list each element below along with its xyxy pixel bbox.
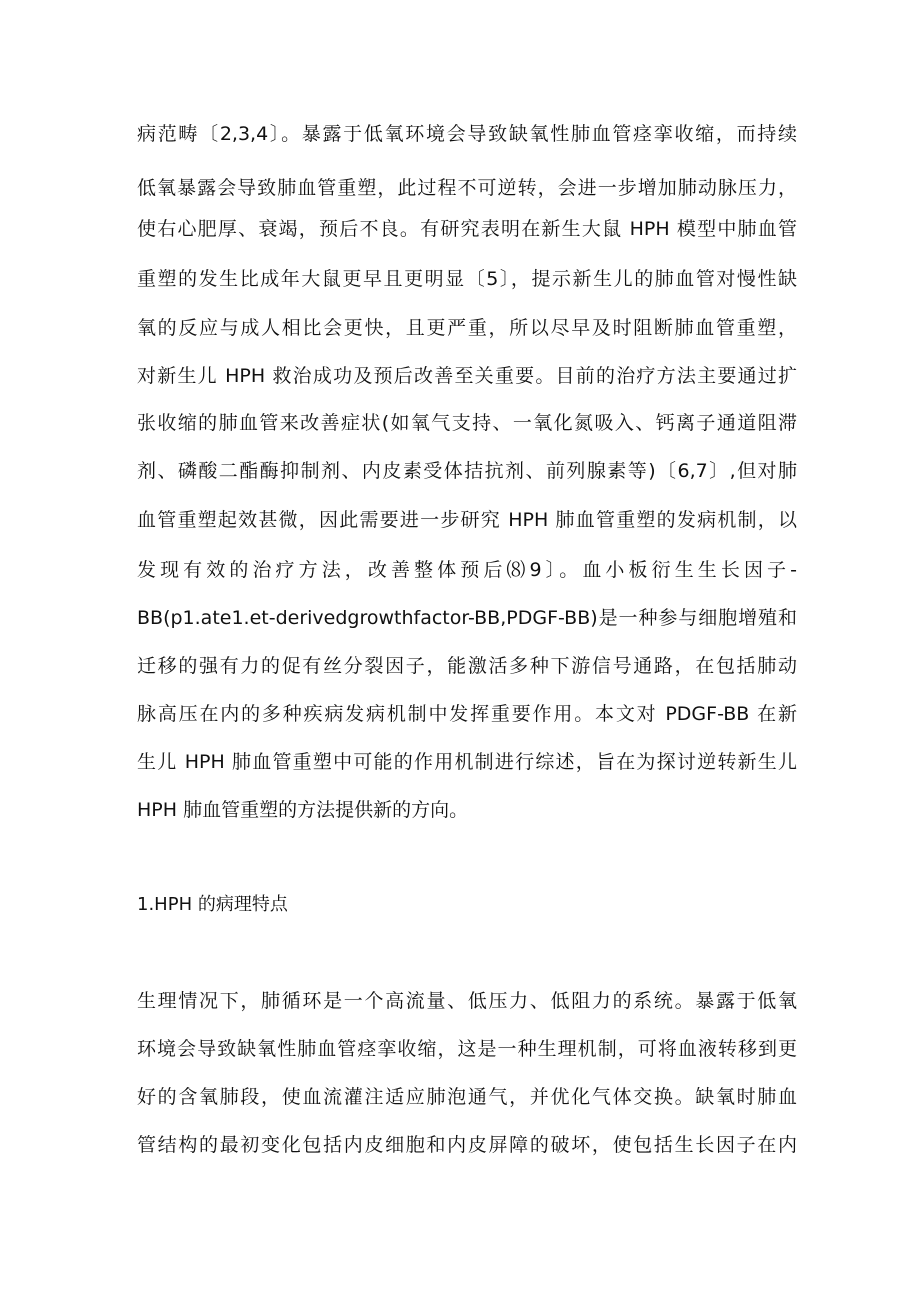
paragraph-2-line-1: 生理情况下，肺循环是一个高流量、低压力、低阻力的系统。暴露于低氧 [137,990,797,1012]
paragraph-1-line-2: 低氧暴露会导致肺血管重塑，此过程不可逆转，会进一步增加肺动脉压力， [137,177,797,199]
paragraph-1-line-6: 对新生儿 HPH 救治成功及预后改善至关重要。目前的治疗方法主要通过扩 [137,365,797,387]
paragraph-1-line-3: 使右心肥厚、衰竭，预后不良。有研究表明在新生大鼠 HPH 模型中肺血管 [137,218,797,240]
paragraph-1-line-12: 迁移的强有力的促有丝分裂因子，能激活多种下游信号通路，在包括肺动 [137,655,797,677]
paragraph-1-line-1: 病范畴〔2,3,4〕。暴露于低氧环境会导致缺氧性肺血管痉挛收缩，而持续 [137,123,797,145]
paragraph-2-line-4: 管结构的最初变化包括内皮细胞和内皮屏障的破坏，使包括生长因子在内 [137,1134,797,1156]
paragraph-1-line-13: 脉高压在内的多种疾病发病机制中发挥重要作用。本文对 PDGF-BB 在新 [137,703,797,725]
paragraph-1-line-11: BB(p1.ate1.et-derivedgrowthfactor-BB,PDGF-BB)是一种参与细胞增殖和 [137,607,797,629]
paragraph-1-line-10: 发现有效的治疗方法，改善整体预后⑻9〕。血小板衍生生长因子- [137,559,797,581]
paragraph-1-line-15: HPH 肺血管重塑的方法提供新的方向。 [137,799,469,821]
paragraph-1-line-7: 张收缩的肺血管来改善症状(如氧气支持、一氧化氮吸入、钙离子通道阻滞 [137,412,797,434]
paragraph-2-line-2: 环境会导致缺氧性肺血管痉挛收缩，这是一种生理机制，可将血液转移到更 [137,1038,797,1060]
section-heading: 1.HPH 的病理特点 [137,894,288,915]
paragraph-2-line-3: 好的含氧肺段，使血流灌注适应肺泡通气，并优化气体交换。缺氧时肺血 [137,1086,797,1108]
paragraph-1-line-14: 生儿 HPH 肺血管重塑中可能的作用机制进行综述，旨在为探讨逆转新生儿 [137,751,797,773]
paragraph-1-line-4: 重塑的发生比成年大鼠更早且更明显〔5〕，提示新生儿的肺血管对慢性缺 [137,268,797,290]
paragraph-1-line-9: 血管重塑起效甚微，因此需要进一步研究 HPH 肺血管重塑的发病机制，以 [137,509,797,531]
paragraph-1-line-8: 剂、磷酸二酯酶抑制剂、内皮素受体拮抗剂、前列腺素等)〔6,7〕,但对肺 [137,460,797,482]
paragraph-1-line-5: 氧的反应与成人相比会更快，且更严重，所以尽早及时阻断肺血管重塑， [137,317,797,339]
